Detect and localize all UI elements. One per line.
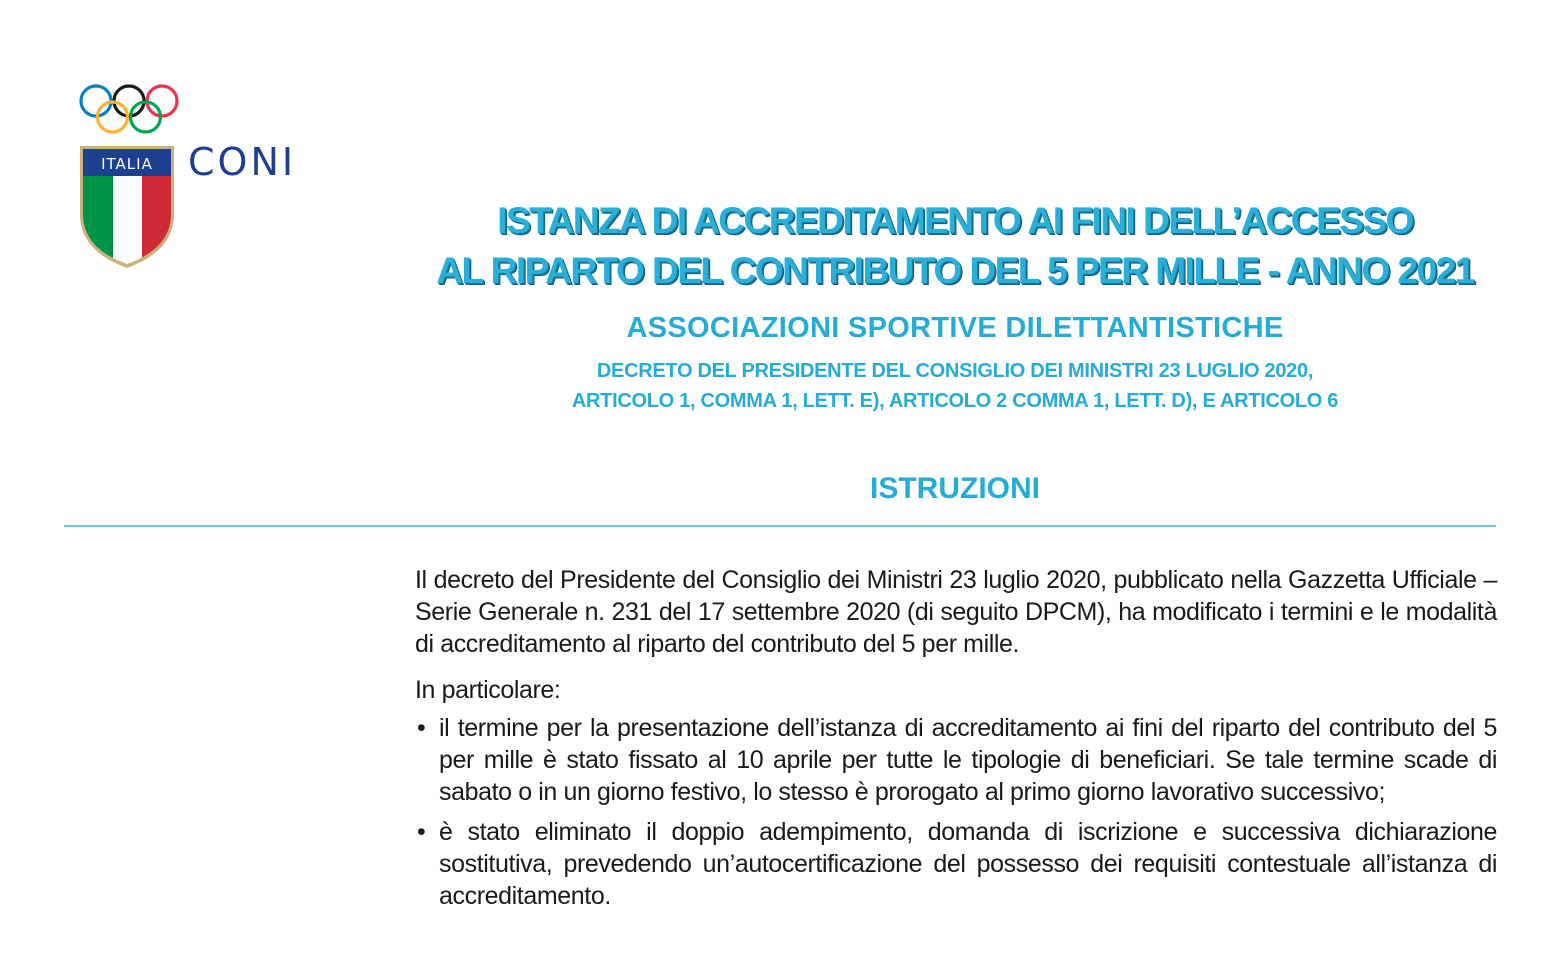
instructions-body [415,564,1497,920]
title-line-2: AL RIPARTO DEL CONTRIBUTO DEL 5 PER MILLE - ANNO 2021 [436,250,1474,291]
document-subtitle: ASSOCIAZIONI SPORTIVE DILETTANTISTICHE [626,312,1284,344]
svg-text:ITALIA: ITALIA [101,155,153,173]
list-item [415,712,1497,808]
italia-shield-icon [80,146,174,268]
section-title: ISTRUZIONI [870,472,1040,505]
intro-paragraph: Il decreto del Presidente del Consiglio dei Ministri 23 luglio 2020, pubblicato nella Gazzetta Ufficiale – Serie Generale n. 231 del 17 settembre 2020 (di seguito DPCM), ha modificato i termini e le modalità di accreditamento al riparto del contributo del 5 per mille. [415,566,1497,658]
bullet-icon: • [417,714,426,742]
decree-line-1: DECRETO DEL PRESIDENTE DEL CONSIGLIO DEI MINISTRI 23 LUGLIO 2020, [596,360,1314,382]
decree-reference [370,356,1540,416]
title-line-1: ISTANZA DI ACCREDITAMENTO AI FINI DELL’ACCESSO [497,200,1413,241]
section-divider [64,525,1496,527]
list-item-text: il termine per la presentazione dell’istanza di accreditamento ai fini del riparto del contributo del 5 per mille è stato fissato al 10 aprile per tutte le tipologie di beneficiari. Se tale termine scade di sabato o in un giorno festivo, lo stesso è prorogato al primo giorno lavorativo successivo; [439,714,1497,806]
coni-wordmark: CONI [188,140,297,184]
bullet-list [415,712,1497,912]
coni-logo [62,56,332,281]
bullet-icon: • [417,818,426,846]
list-item-text: è stato eliminato il doppio adempimento, domanda di iscrizione e successiva dichiarazione sostitutiva, prevedendo un’autocertificazione del possesso dei requisiti contestuale all’istanza di accreditamento. [439,818,1497,910]
list-item [415,816,1497,912]
olympic-rings-icon [81,86,177,132]
decree-line-2: ARTICOLO 1, COMMA 1, LETT. E), ARTICOLO 2 COMMA 1, LETT. D), E ARTICOLO 6 [571,390,1339,412]
document-title [370,196,1540,296]
lead-paragraph: In particolare: [415,676,561,704]
